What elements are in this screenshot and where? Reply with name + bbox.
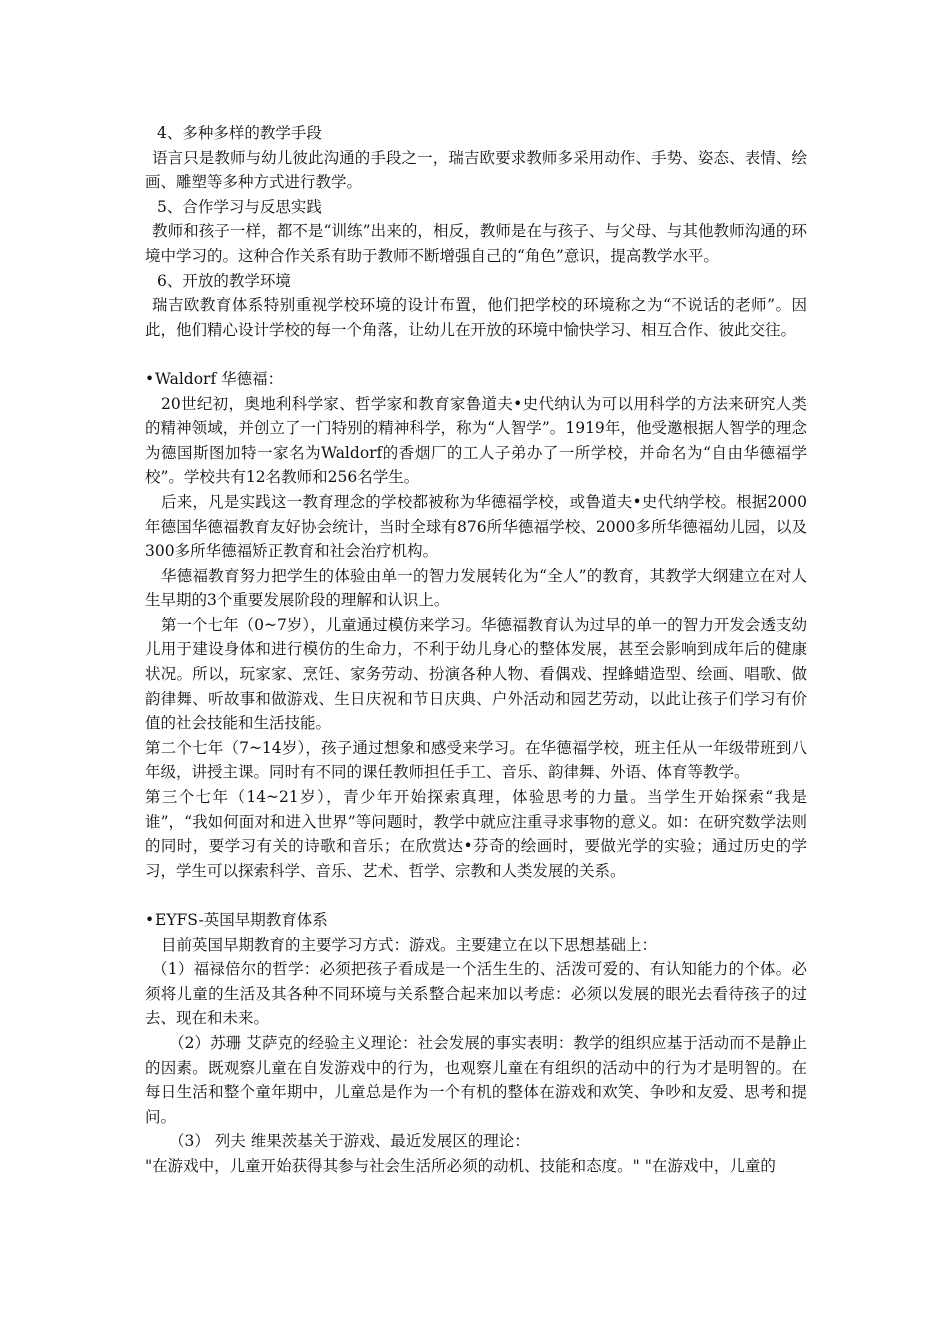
blank-line xyxy=(145,342,807,367)
paragraph-waldorf-whole-person: 华德福教育努力把学生的体验由单一的智力发展转化为“全人”的教育，其教学大纲建立在对人生早期的3个重要发展阶段的理解和认识上。 xyxy=(145,566,807,610)
paragraph-cooperative-learning: 教师和孩子一样，都不是“训练”出来的，相反，教师是在与孩子、与父母、与其他教师沟通的环境中学习的。这种合作关系有助于教师不断增强自己的“角色”意识，提高教学水平。 xyxy=(145,222,807,265)
eyfs-heading xyxy=(145,908,807,933)
paragraph-open-environment: 瑞吉欧教育体系特别重视学校环境的设计布置，他们把学校的环境称之为“不说话的老师”。因此，他们精心设计学校的每一个角落，让幼儿在开放的环境中愉快学习、相互合作、彼此交往。 xyxy=(145,296,807,339)
bullet-icon: • xyxy=(145,911,155,929)
paragraph-eyfs-froebel: （1）福禄倍尔的哲学：必须把孩子看成是一个活生生的、活泼可爱的、有认知能力的个体。必须将儿童的生活及其各种不同环境与关系整合起来加以考虑：必须以发展的眼光去看待孩子的过去、现在和未来。 xyxy=(145,960,807,1028)
paragraph-waldorf-stats: 后来，凡是实践这一教育理念的学校都被称为华德福学校，或鲁道夫•史代纳学校。根据2000年德国华德福教育友好协会统计，当时全球有876所华德福学校、2000多所华德福幼儿园，以及300多所华德福矫正教育和社会治疗机构。 xyxy=(145,492,807,561)
paragraph-eyfs-vygotsky: （3） 列夫 维果茨基关于游戏、最近发展区的理论： xyxy=(169,1132,530,1151)
eyfs-title: EYFS-英国早期教育体系 xyxy=(155,911,328,929)
bullet-icon: • xyxy=(145,369,155,388)
paragraph-teaching-means: 语言只是教师与幼儿彼此沟通的手段之一，瑞吉欧要求教师多采用动作、手势、姿态、表情、绘画、雕塑等多种方式进行教学。 xyxy=(145,148,807,192)
blank-line xyxy=(145,883,807,908)
paragraph-waldorf-first-seven: 第一个七年（0~7岁），儿童通过模仿来学习。华德福教育认为过早的单一的智力开发会透支幼儿用于建设身体和进行模仿的生命力，不利于幼儿身心的整体发展，甚至会影响到成年后的健康状况。所以，玩家家、烹饪、家务劳动、扮演各种人物、看偶戏、捏蜂蜡造型、绘画、唱歌、做韵律舞、听故事和做游戏、生日庆祝和节日庆典、户外活动和园艺劳动，以此让孩子们学习有价值的社会技能和生活技能。 xyxy=(145,615,807,733)
section-heading-4: 4、多种多样的教学手段 xyxy=(157,124,322,142)
waldorf-title: Waldorf 华德福： xyxy=(155,369,284,388)
section-heading-6: 6、开放的教学环境 xyxy=(157,271,291,290)
paragraph-waldorf-origin: 20世纪初，奥地利科学家、哲学家和教育家鲁道夫•史代纳认为可以用科学的方法来研究人类的精神领域，并创立了一门特别的精神科学，称为“人智学”。1919年，他受邀根据人智学的理念为德国斯图加特一家名为Waldorf的香烟厂的工人子弟办了一所学校，并命名为“自由华德福学校”。学校共有12名教师和256名学生。 xyxy=(145,394,807,487)
paragraph-eyfs-intro: 目前英国早期教育的主要学习方式：游戏。主要建立在以下思想基础上： xyxy=(161,935,658,954)
paragraph-eyfs-isaacs: （2）苏珊 艾萨克的经验主义理论：社会发展的事实表明：教学的组织应基于活动而不是静止的因素。既观察儿童在自发游戏中的行为，也观察儿童在有组织的活动中的行为才是明智的。在每日生活和整个童年期中，儿童总是作为一个有机的整体在游戏和欢笑、争吵和友爱、思考和提问。 xyxy=(145,1033,807,1126)
paragraph-waldorf-third-seven: 第三个七年（14~21岁），青少年开始探索真理，体验思考的力量。当学生开始探索“我是谁”，“我如何面对和进入世界”等问题时，教学中就应注重寻求事物的意义。如：在研究数学法则的同时，要学习有关的诗歌和音乐；在欣赏达•芬奇的绘画时，要做光学的实验；通过历史的学习，学生可以探索科学、音乐、艺术、哲学、宗教和人类发展的关系。 xyxy=(145,788,807,880)
paragraph-waldorf-second-seven: 第二个七年（7~14岁），孩子通过想象和感受来学习。在华德福学校，班主任从一年级带班到八年级，讲授主课。同时有不同的课任教师担任手工、音乐、韵律舞、外语、体育等教学。 xyxy=(145,738,807,782)
waldorf-heading xyxy=(145,367,807,392)
document-page xyxy=(145,121,807,1179)
paragraph-eyfs-quote: "在游戏中，儿童开始获得其参与社会生活所必须的动机、技能和态度。" "在游戏中，儿童的 xyxy=(145,1156,776,1175)
section-heading-5: 5、合作学习与反思实践 xyxy=(157,197,322,216)
